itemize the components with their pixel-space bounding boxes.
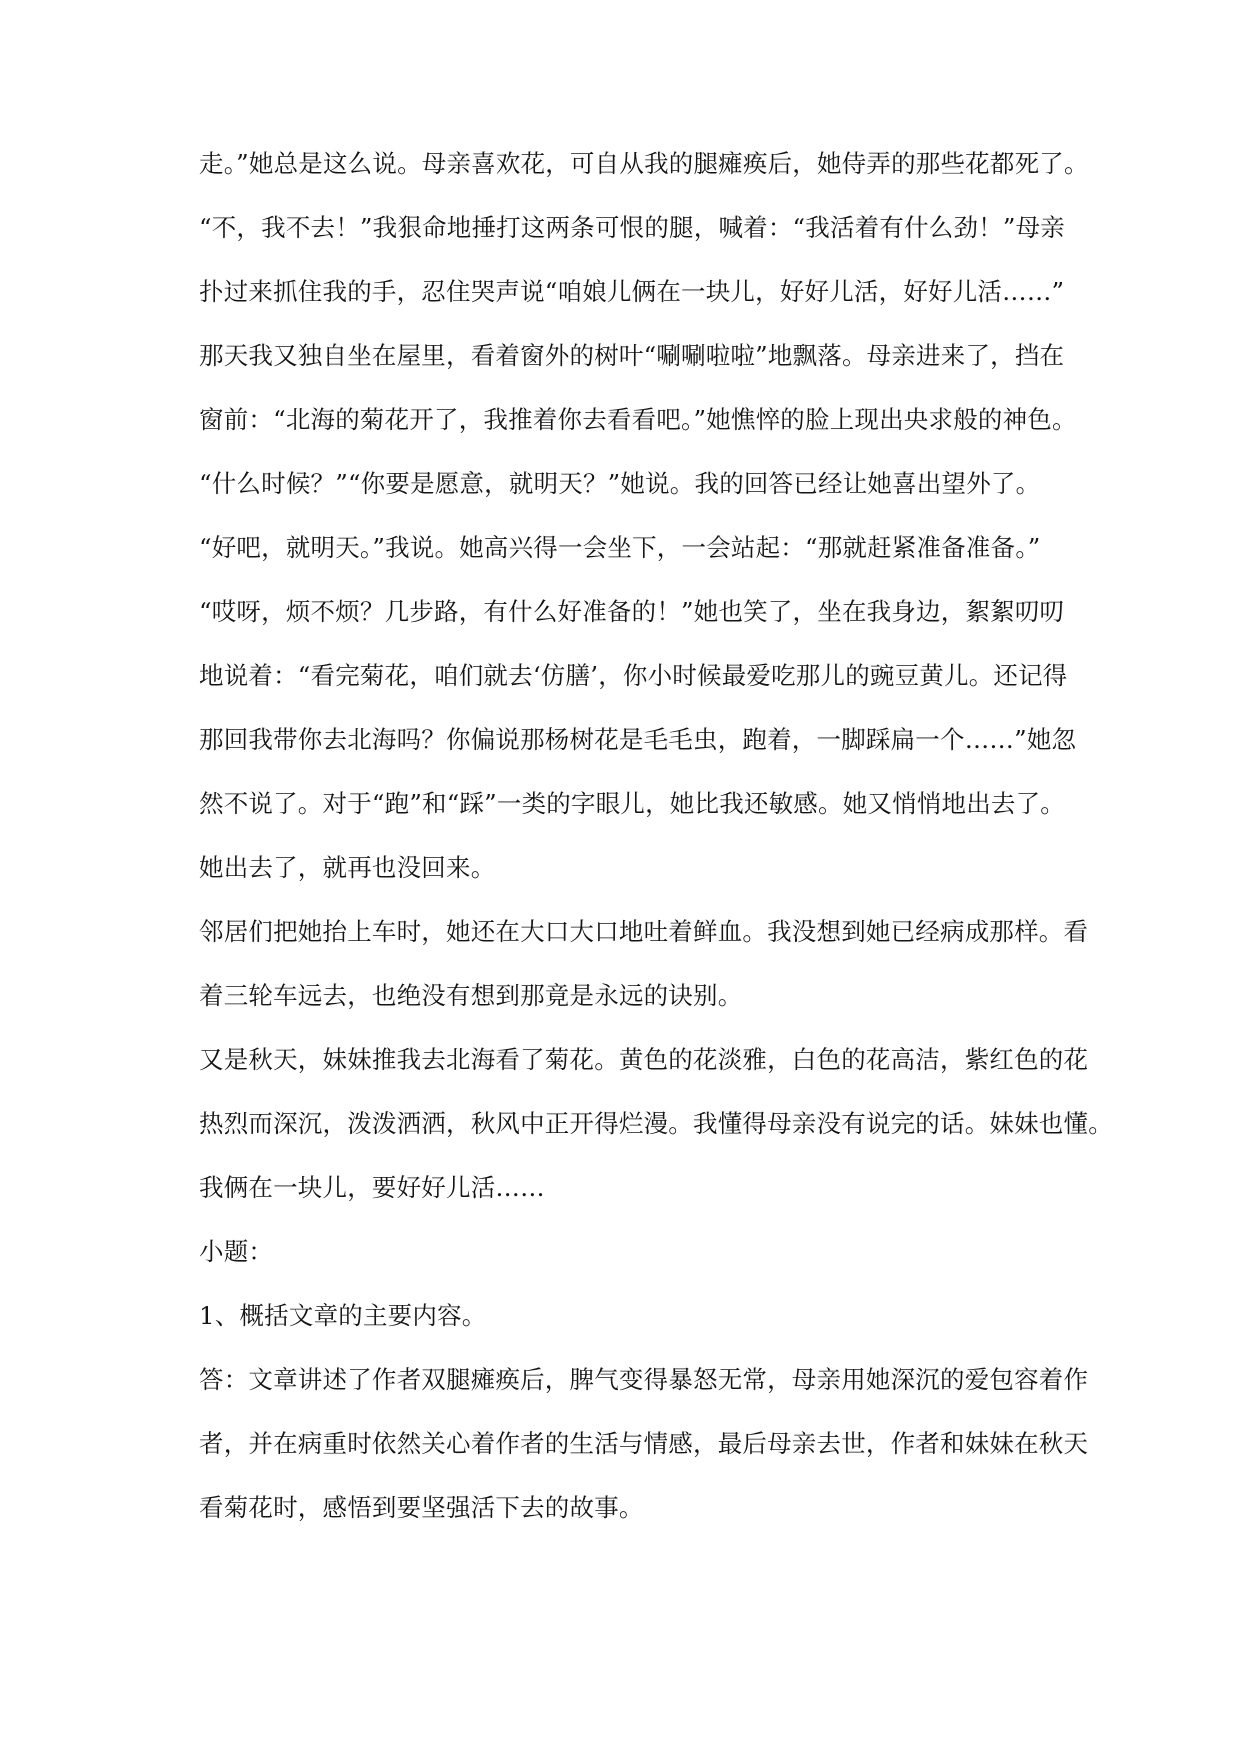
paragraph-line: “什么时候？”“你要是愿意，就明天？”她说。我的回答已经让她喜出望外了。: [199, 469, 1041, 498]
answer-line: 者，并在病重时依然关心着作者的生活与情感，最后母亲去世，作者和妹妹在秋天: [199, 1429, 1089, 1458]
paragraph-line: 地说着：“看完菊花，咱们就去‘仿膳’，你小时候最爱吃那儿的豌豆黄儿。还记得: [199, 661, 1068, 690]
paragraph-line: 邻居们把她抬上车时，她还在大口大口地吐着鲜血。我没想到她已经病成那样。看: [199, 917, 1089, 946]
paragraph-line: 那天我又独自坐在屋里，看着窗外的树叶“唰唰啦啦”地飘落。母亲进来了，挡在: [199, 341, 1065, 370]
paragraph-line: 窗前：“北海的菊花开了，我推着你去看看吧。”她憔悴的脸上现出央求般的神色。: [199, 405, 1077, 434]
paragraph-line: 那回我带你去北海吗？你偏说那杨树花是毛毛虫，跑着，一脚踩扁一个……”她忽: [199, 725, 1077, 754]
paragraph-line: 又是秋天，妹妹推我去北海看了菊花。黄色的花淡雅，白色的花高洁，紫红色的花: [199, 1045, 1089, 1074]
answer-line: 看菊花时，感悟到要坚强活下去的故事。: [199, 1493, 644, 1522]
paragraph-line: 热烈而深沉，泼泼洒洒，秋风中正开得烂漫。我懂得母亲没有说完的话。妹妹也懂。: [199, 1109, 1113, 1138]
paragraph-line: 然不说了。对于“跑”和“踩”一类的字眼儿，她比我还敏感。她又悄悄地出去了。: [199, 789, 1065, 818]
paragraph-line: 她出去了，就再也没回来。: [199, 853, 496, 882]
paragraph-line: “哎呀，烦不烦？几步路，有什么好准备的！”她也笑了，坐在我身边，絮絮叨叨: [199, 597, 1065, 626]
question-item: 1、概括文章的主要内容。: [199, 1301, 487, 1330]
paragraph-line: 着三轮车远去，也绝没有想到那竟是永远的诀别。: [199, 981, 743, 1010]
paragraph-line: 扑过来抓住我的手，忍住哭声说“咱娘儿俩在一块儿，好好儿活，好好儿活……”: [199, 277, 1065, 306]
paragraph-line: “好吧，就明天。”我说。她高兴得一会坐下，一会站起：“那就赶紧准备准备。”: [199, 533, 1041, 562]
paragraph-line: 走。”她总是这么说。母亲喜欢花，可自从我的腿瘫痪后，她侍弄的那些花都死了。: [199, 149, 1089, 178]
answer-line: 答：文章讲述了作者双腿瘫痪后，脾气变得暴怒无常，母亲用她深沉的爱包容着作: [199, 1365, 1089, 1394]
paragraph-line: 我俩在一块儿，要好好儿活……: [199, 1173, 545, 1202]
paragraph-line: “不，我不去！”我狠命地捶打这两条可恨的腿，喊着：“我活着有什么劲！”母亲: [199, 213, 1065, 242]
question-heading: 小题：: [199, 1237, 274, 1266]
